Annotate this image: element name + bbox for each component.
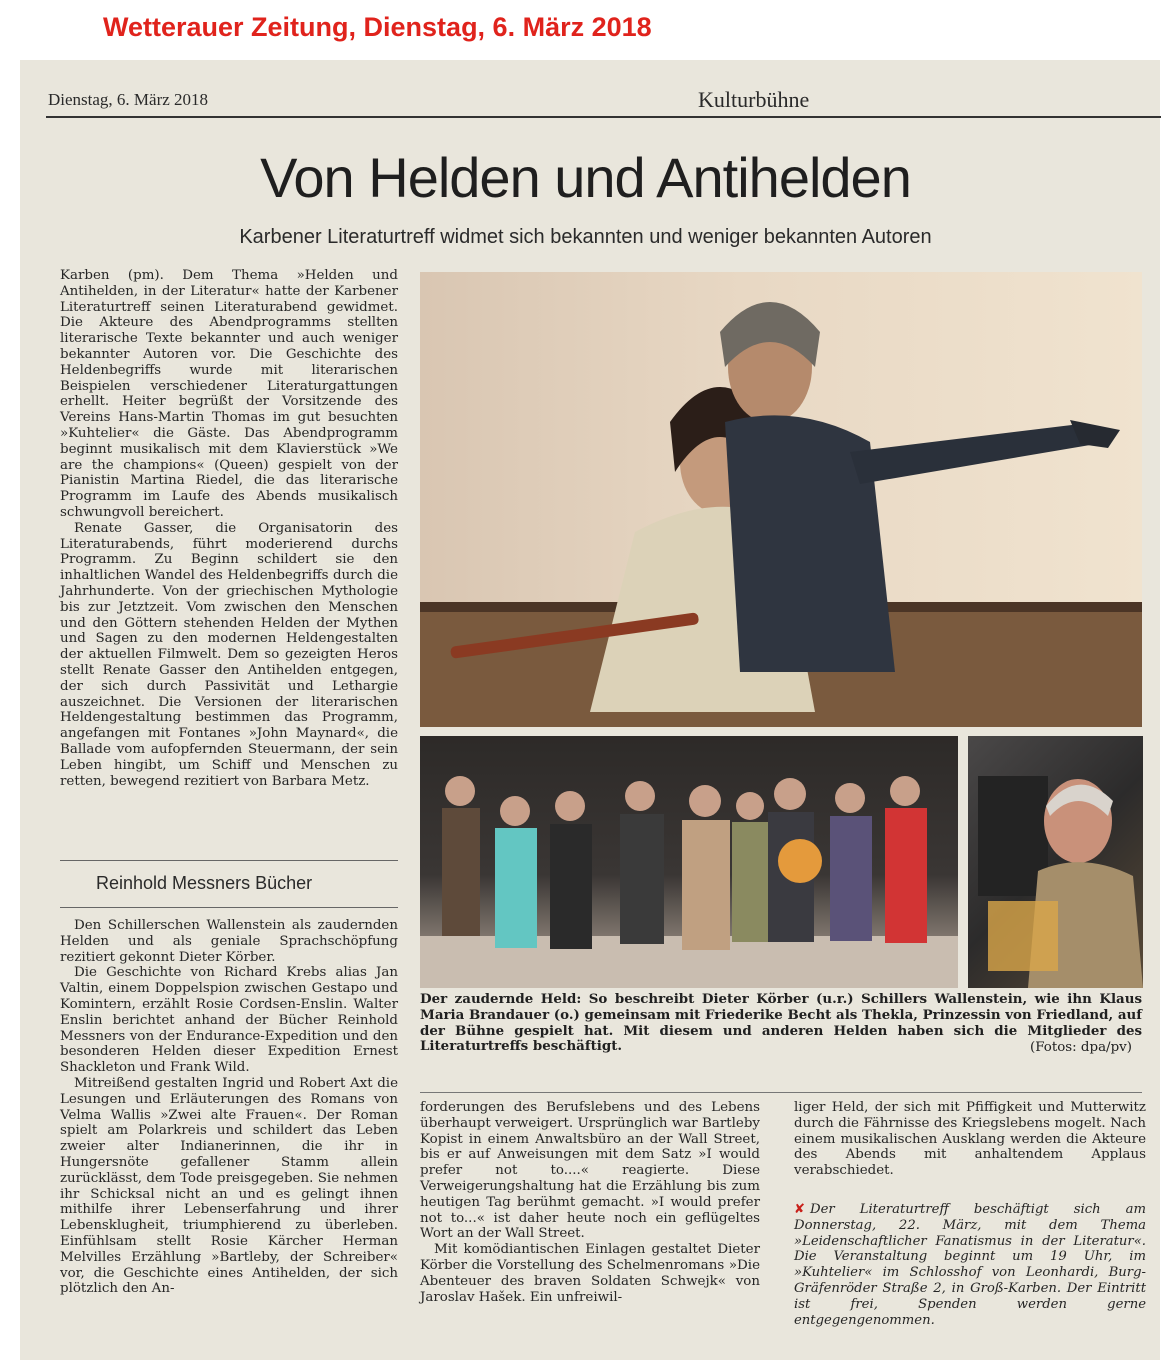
photo-group-audience <box>420 736 958 988</box>
photo-speaker <box>968 736 1143 988</box>
article-column-4 <box>794 1100 1146 1179</box>
photo-caption: Der zaudernde Held: So beschreibt Dieter Körber (u.r.) Schillers Wallenstein, wie ihn Klaus Maria Brandauer (o.) gemeinsam mit Friederike Becht als Thekla, Prinzessin von Friedland, auf der Bühne gespielt hat. Mit diesem und anderen Helden haben sich die Mitglieder des Literaturtreffs beschäftigt. <box>420 991 1142 1055</box>
section-title: Kulturbühne <box>698 87 810 112</box>
header-rule <box>46 116 1161 118</box>
article-column-1 <box>60 268 398 789</box>
issue-date: Dienstag, 6. März 2018 <box>48 90 209 109</box>
subhead: Reinhold Messners Bücher <box>96 873 313 893</box>
subhead-box <box>60 860 398 908</box>
subheadline: Karbener Literaturtreff widmet sich bekannten und weniger bekannten Autoren <box>239 226 932 248</box>
event-note <box>794 1202 1146 1328</box>
headline: Von Helden und Antihelden <box>260 146 911 209</box>
article-column-3 <box>420 1100 760 1305</box>
photo-stage-scene <box>420 272 1142 727</box>
photo-stage-scene-illustration <box>420 272 1142 727</box>
paragraph: liger Held, der sich mit Pfiffigkeit und Mutterwitz durch die Fährnisse des Kriegslebens mogelt. Nach einem musikalischen Ausklang werden die Akteure des Abends mit anhaltendem Applaus verabschiedet. <box>794 1100 1146 1179</box>
photo-credit: (Fotos: dpa/pv) <box>1030 1040 1132 1055</box>
paragraph: Die Geschichte von Richard Krebs alias Jan Valtin, einem Doppelspion zwischen Gestapo und Komintern, erzählt Rosie Cordsen-Enslin. Walter Enslin berichtet anhand der Bücher Reinhold Messners von der Endurance-Expedition und den besonderen Helden dieser Expedition Ernest Shackleton und Frank Wild. <box>60 965 398 1076</box>
event-note-text: Der Literaturtreff beschäftigt sich am Donnerstag, 22. März, mit dem Thema »Leidenschaftlicher Fanatismus in der Literatur«. Die Veranstaltung beginnt um 19 Uhr, im »Kuhtelier« im Schlosshof von Leonhardi, Burg-Gräfenröder Straße 2, in Groß-Karben. Der Eintritt ist frei, Spenden werden gerne entgegengenommen. <box>794 1202 1146 1328</box>
photo-speaker-illustration <box>968 736 1143 988</box>
paragraph: Karben (pm). Dem Thema »Helden und Antihelden, in der Literatur« hatte der Karbener Literaturtreff seinen Literaturabend gewidmet. Die Akteure des Abendprogramms stellten literarische Texte bekannter und auch weniger bekannter Autoren vor. Die Geschichte des Heldenbegriffs wurde mit literarischen Beispielen verschiedener Literaturgattungen erhellt. Heiter begrüßt der Vorsitzende des Vereins Hans-Martin Thomas im gut besuchten »Kuhtelier« die Gäste. Das Abendprogramm beginnt musikalisch mit dem Klavierstück »We are the champions« (Queen) gespielt von der Pianistin Martina Riedel, die das literarische Programm im Laufe des Abends musikalisch schwungvoll bereichert. <box>60 268 398 520</box>
article-column-2 <box>60 918 398 1297</box>
paragraph: Renate Gasser, die Organisatorin des Literaturabends, führt moderierend durchs Programm. Zu Beginn schildert sie den inhaltlichen Wandel des Heldenbegriffs durch die Jahrhunderte. Von der griechischen Mythologie bis zur Jetztzeit. Vom zwischen den Menschen und den Göttern stehenden Helden der Mythen und Sagen zu den modernen Heldengestalten der aktuellen Filmwelt. Dem so gezeigten Heros stellt Renate Gasser den Antihelden entgegen, der sich durch Passivität und Lethargie auszeichnet. Die Versionen der literarischen Heldengestaltung bestimmen das Programm, angefangen mit Fontanes »John Maynard«, die Ballade vom aufopfernden Steuermann, der sein Leben hingibt, um Schiff und Menschen zu retten, bewegend rezitiert von Barbara Metz. <box>60 520 398 789</box>
paragraph: Mit komödiantischen Einlagen gestaltet Dieter Körber die Vorstellung des Schelmenromans »Die Abenteuer des braven Soldaten Schwejk« von Jaroslav Hašek. Ein unfreiwil- <box>420 1242 760 1305</box>
source-line: Wetterauer Zeitung, Dienstag, 6. März 2018 <box>103 12 652 42</box>
paragraph: forderungen des Berufslebens und des Lebens überhaupt verweigert. Ursprünglich war Bartleby Kopist in einem Anwaltsbüro an der Wall Street, bis er auf Anweisungen mit dem Satz »I would prefer not to....« reagierte. Diese Verweigerungshaltung hat die Erzählung bis zum heutigen Tag berühmt gemacht. »I would prefer not to...« ist daher heute noch ein geflügeltes Wort an der Wall Street. <box>420 1100 760 1242</box>
note-mark-icon: ✘ <box>794 1202 806 1217</box>
photo-group-illustration <box>420 736 958 988</box>
paragraph: Den Schillerschen Wallenstein als zaudernden Helden und als geniale Sprachschöpfung rezitiert gekonnt Dieter Körber. <box>60 918 398 965</box>
caption-rule <box>420 1092 1142 1093</box>
paragraph: Mitreißend gestalten Ingrid und Robert Axt die Lesungen und Erläuterungen des Romans von Velma Wallis »Zwei alte Frauen«. Der Roman spielt am Polarkreis und schildert das Leben zweier alter Indianerinnen, die ihr in Hungersnöte gefallener Stamm allein zurücklässt, dem Tode preisgegeben. Sie nehmen ihr Schicksal nicht an und es gelingt ihnen mithilfe ihrer Lebenserfahrung und ihrer Lebensklugheit, triumphierend zu überleben. Einfühlsam stellt Rosie Kärcher Herman Melvilles Erzählung »Bartleby, der Schreiber« vor, die Geschichte eines Antihelden, der sich plötzlich den An- <box>60 1075 398 1297</box>
